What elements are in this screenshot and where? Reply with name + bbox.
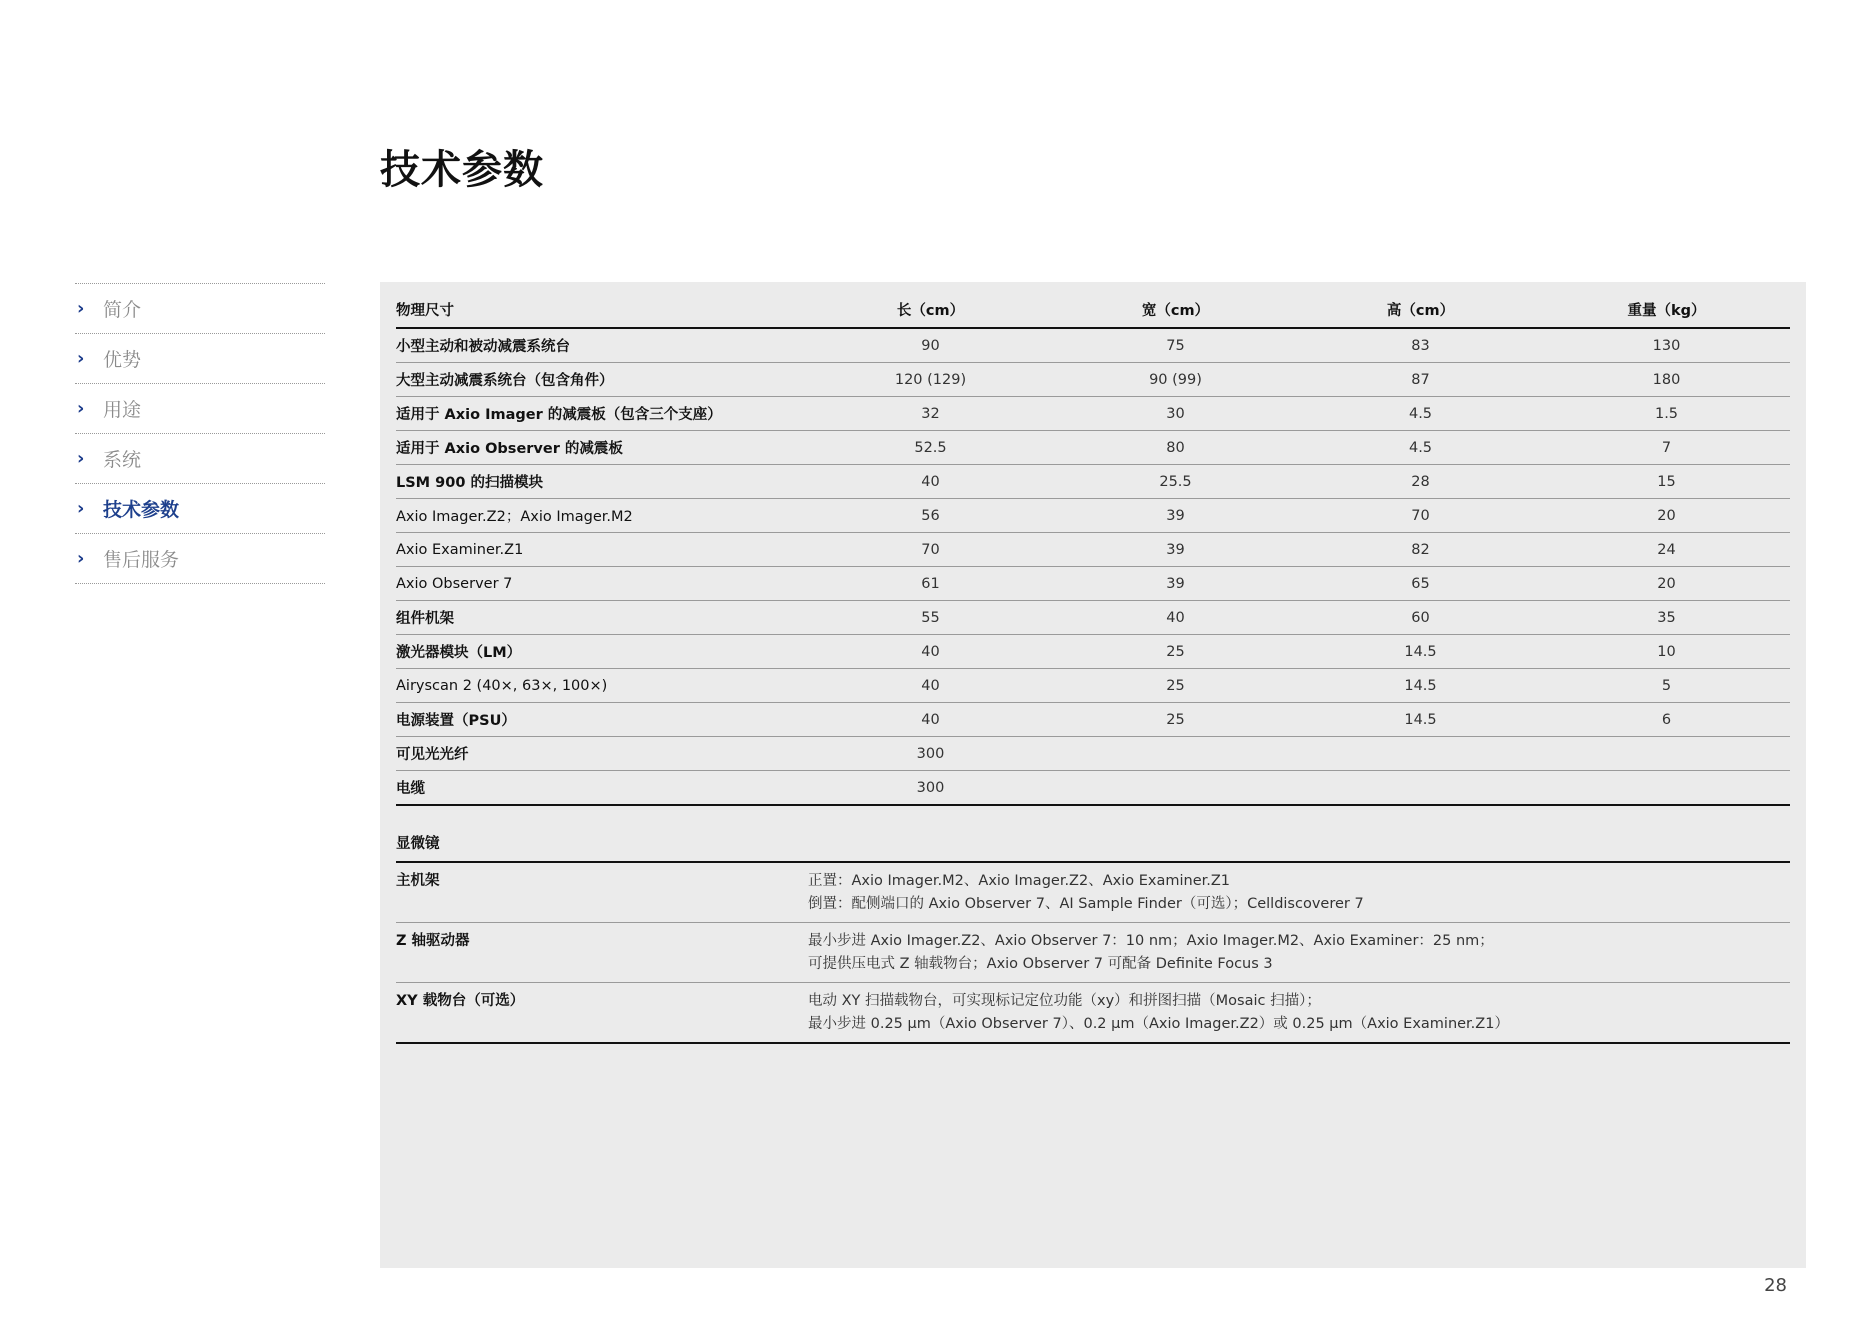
width-cell: 25.5 (1053, 465, 1298, 499)
row-name: LSM 900 的扫描模块 (396, 465, 808, 499)
height-cell: 87 (1298, 363, 1543, 397)
weight-cell (1543, 737, 1790, 771)
chevron-right-icon: › (77, 448, 85, 469)
row-value (808, 983, 1790, 1044)
table-row (396, 533, 1790, 567)
dimensions-table (396, 292, 1790, 806)
length-cell: 300 (808, 737, 1053, 771)
table-row (396, 771, 1790, 806)
microscope-table (396, 824, 1790, 1044)
chevron-right-icon: › (77, 498, 85, 519)
weight-cell: 20 (1543, 499, 1790, 533)
table-row (396, 635, 1790, 669)
nav-item-service[interactable] (75, 533, 325, 584)
nav-item-label: 技术参数 (103, 499, 180, 521)
width-cell (1053, 771, 1298, 806)
nav-item-label: 售后服务 (103, 549, 180, 571)
weight-cell: 180 (1543, 363, 1790, 397)
row-name: 小型主动和被动减震系统台 (396, 328, 808, 363)
length-cell: 40 (808, 635, 1053, 669)
row-label: 主机架 (396, 862, 808, 923)
column-header: 重量（kg） (1543, 292, 1790, 328)
weight-cell: 6 (1543, 703, 1790, 737)
table-row (396, 669, 1790, 703)
row-label: Z 轴驱动器 (396, 923, 808, 983)
width-cell: 25 (1053, 703, 1298, 737)
length-cell: 40 (808, 669, 1053, 703)
content-panel (380, 282, 1806, 1268)
column-header: 宽（cm） (1053, 292, 1298, 328)
table-row (396, 431, 1790, 465)
nav-item-technical-data[interactable] (75, 483, 325, 533)
height-cell: 4.5 (1298, 397, 1543, 431)
value-line: 最小步进 0.25 µm（Axio Observer 7）、0.2 µm（Axio Imager.Z2）或 0.25 µm（Axio Examiner.Z1） (808, 1016, 1509, 1032)
row-name: Axio Examiner.Z1 (396, 533, 808, 567)
weight-cell: 5 (1543, 669, 1790, 703)
weight-cell: 7 (1543, 431, 1790, 465)
width-cell: 30 (1053, 397, 1298, 431)
width-cell: 40 (1053, 601, 1298, 635)
table-row (396, 363, 1790, 397)
value-line: 倒置：配侧端口的 Axio Observer 7、AI Sample Finder（可选）；Celldiscoverer 7 (808, 896, 1364, 912)
length-cell: 40 (808, 465, 1053, 499)
height-cell: 14.5 (1298, 635, 1543, 669)
table-row (396, 397, 1790, 431)
nav-item-applications[interactable] (75, 383, 325, 433)
row-name: Axio Observer 7 (396, 567, 808, 601)
row-value (808, 862, 1790, 923)
weight-cell (1543, 771, 1790, 806)
table-row (396, 703, 1790, 737)
width-cell: 90 (99) (1053, 363, 1298, 397)
side-nav (75, 283, 325, 584)
height-cell: 83 (1298, 328, 1543, 363)
nav-item-label: 用途 (103, 399, 142, 421)
weight-cell: 130 (1543, 328, 1790, 363)
row-name: 适用于 Axio Observer 的减震板 (396, 431, 808, 465)
page-number: 28 (1764, 1275, 1787, 1296)
length-cell: 32 (808, 397, 1053, 431)
value-line: 电动 XY 扫描载物台，可实现标记定位功能（xy）和拼图扫描（Mosaic 扫描）； (808, 993, 1321, 1009)
height-cell: 82 (1298, 533, 1543, 567)
length-cell: 300 (808, 771, 1053, 806)
nav-item-advantages[interactable] (75, 333, 325, 383)
row-name: 可见光光纤 (396, 737, 808, 771)
height-cell: 65 (1298, 567, 1543, 601)
width-cell: 25 (1053, 669, 1298, 703)
column-header: 高（cm） (1298, 292, 1543, 328)
table-row (396, 328, 1790, 363)
width-cell: 39 (1053, 499, 1298, 533)
length-cell: 61 (808, 567, 1053, 601)
height-cell: 70 (1298, 499, 1543, 533)
height-cell: 60 (1298, 601, 1543, 635)
row-name: 激光器模块（LM） (396, 635, 808, 669)
length-cell: 90 (808, 328, 1053, 363)
height-cell: 14.5 (1298, 703, 1543, 737)
table-row (396, 567, 1790, 601)
nav-item-system[interactable] (75, 433, 325, 483)
value-line: 正置：Axio Imager.M2、Axio Imager.Z2、Axio Examiner.Z1 (808, 873, 1231, 889)
row-name: Axio Imager.Z2；Axio Imager.M2 (396, 499, 808, 533)
width-cell: 25 (1053, 635, 1298, 669)
length-cell: 55 (808, 601, 1053, 635)
height-cell (1298, 771, 1543, 806)
column-header: 长（cm） (808, 292, 1053, 328)
page-title: 技术参数 (380, 147, 544, 193)
table-row (396, 601, 1790, 635)
table-header-row (396, 292, 1790, 328)
microscope-header: 显微镜 (396, 824, 1790, 862)
length-cell: 52.5 (808, 431, 1053, 465)
weight-cell: 10 (1543, 635, 1790, 669)
height-cell (1298, 737, 1543, 771)
weight-cell: 15 (1543, 465, 1790, 499)
row-name: 组件机架 (396, 601, 808, 635)
weight-cell: 20 (1543, 567, 1790, 601)
nav-item-label: 简介 (103, 299, 142, 321)
width-cell: 39 (1053, 533, 1298, 567)
row-value (808, 923, 1790, 983)
table-row (396, 737, 1790, 771)
weight-cell: 35 (1543, 601, 1790, 635)
height-cell: 4.5 (1298, 431, 1543, 465)
nav-item-intro[interactable] (75, 283, 325, 333)
row-name: 适用于 Axio Imager 的减震板（包含三个支座） (396, 397, 808, 431)
chevron-right-icon: › (77, 298, 85, 319)
table-row (396, 465, 1790, 499)
chevron-right-icon: › (77, 348, 85, 369)
length-cell: 70 (808, 533, 1053, 567)
table-row (396, 499, 1790, 533)
nav-item-label: 优势 (103, 349, 142, 371)
chevron-right-icon: › (77, 398, 85, 419)
length-cell: 120 (129) (808, 363, 1053, 397)
value-line: 可提供压电式 Z 轴载物台；Axio Observer 7 可配备 Definite Focus 3 (808, 956, 1273, 972)
length-cell: 40 (808, 703, 1053, 737)
nav-item-label: 系统 (103, 449, 142, 471)
row-name: 电源装置（PSU） (396, 703, 808, 737)
row-name: 大型主动减震系统台（包含角件） (396, 363, 808, 397)
row-label: XY 载物台（可选） (396, 983, 808, 1044)
table-row (396, 923, 1790, 983)
row-name: 电缆 (396, 771, 808, 806)
width-cell: 80 (1053, 431, 1298, 465)
length-cell: 56 (808, 499, 1053, 533)
chevron-right-icon: › (77, 548, 85, 569)
weight-cell: 1.5 (1543, 397, 1790, 431)
table-row (396, 862, 1790, 923)
weight-cell: 24 (1543, 533, 1790, 567)
row-name: Airyscan 2 (40×, 63×, 100×) (396, 669, 808, 703)
width-cell (1053, 737, 1298, 771)
value-line: 最小步进 Axio Imager.Z2、Axio Observer 7：10 nm；Axio Imager.M2、Axio Examiner：25 nm； (808, 933, 1494, 949)
height-cell: 14.5 (1298, 669, 1543, 703)
height-cell: 28 (1298, 465, 1543, 499)
column-header: 物理尺寸 (396, 292, 808, 328)
width-cell: 39 (1053, 567, 1298, 601)
table-row (396, 983, 1790, 1044)
width-cell: 75 (1053, 328, 1298, 363)
